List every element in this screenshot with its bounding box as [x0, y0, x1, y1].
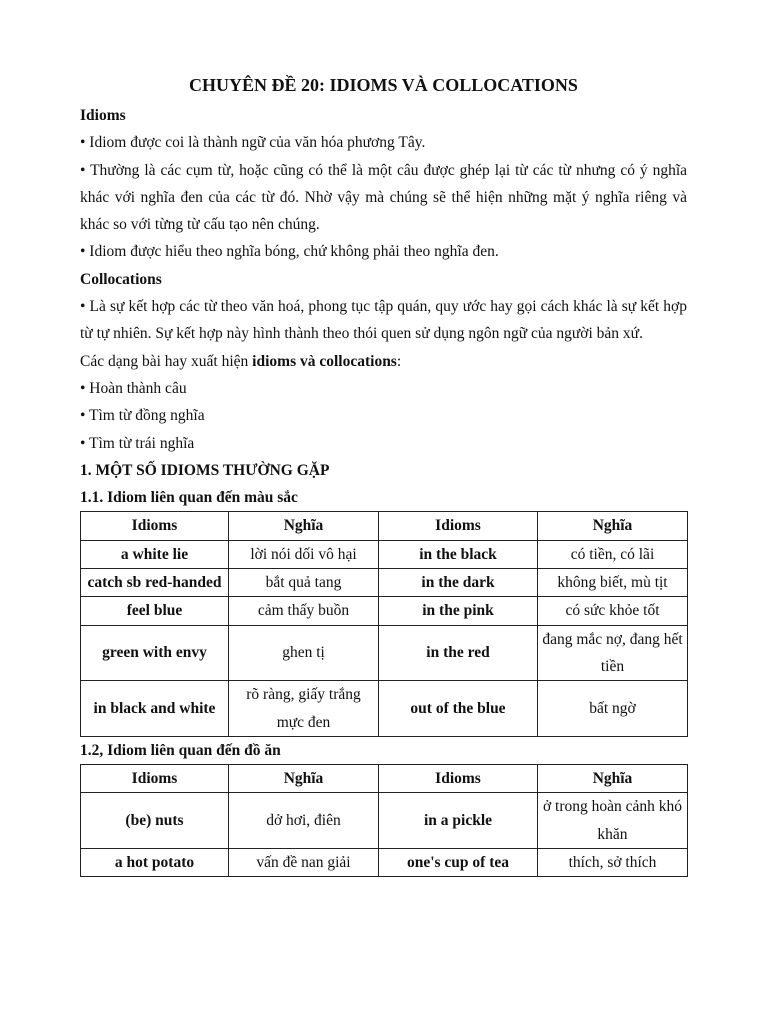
table-row: [81, 793, 688, 849]
idioms-point-1: • Idiom được coi là thành ngữ của văn hóa phương Tây.: [80, 134, 426, 152]
meaning-cell: lời nói dối vô hại: [229, 540, 379, 568]
collocations-point: • Là sự kết hợp các từ theo văn hoá, phong tục tập quán, quy ước hay gọi cách khác là sự kết hợp từ tự nhiên. Sự kết hợp này hình thành theo thói quen sử dụng ngôn ngữ của người bản xứ.: [80, 298, 687, 343]
meaning-cell: không biết, mù tịt: [538, 569, 688, 597]
forms-intro-prefix: Các dạng bài hay xuất hiện: [80, 352, 253, 370]
idiom-cell: green with envy: [81, 625, 229, 681]
forms-intro: [80, 348, 687, 375]
meaning-cell: bắt quả tang: [229, 569, 379, 597]
header-cell: Idioms: [81, 512, 229, 540]
meaning-cell: rõ ràng, giấy trắng mực đen: [229, 681, 379, 737]
idiom-cell: in the dark: [379, 569, 538, 597]
meaning-cell: ghen tị: [229, 625, 379, 681]
idiom-cell: a hot potato: [81, 849, 229, 877]
forms-intro-bold: idioms và collocations: [252, 352, 397, 370]
document-page: [80, 70, 687, 877]
forms-intro-suffix: :: [396, 352, 402, 370]
header-cell: Nghĩa: [538, 512, 688, 540]
meaning-cell: có tiền, có lãi: [538, 540, 688, 568]
table-header-row: [81, 512, 688, 540]
idiom-cell: feel blue: [81, 597, 229, 625]
table-row: [81, 625, 688, 681]
table-row: [81, 569, 688, 597]
header-cell: Nghĩa: [538, 765, 688, 793]
form-item-2: • Tìm từ đồng nghĩa: [80, 407, 205, 425]
meaning-cell: bất ngờ: [538, 681, 688, 737]
form-item-3: • Tìm từ trái nghĩa: [80, 434, 195, 452]
idiom-cell: in black and white: [81, 681, 229, 737]
header-cell: Idioms: [379, 765, 538, 793]
idioms-heading: Idioms: [80, 107, 126, 124]
idiom-cell: (be) nuts: [81, 793, 229, 849]
idiom-cell: in the pink: [379, 597, 538, 625]
idiom-cell: in the black: [379, 540, 538, 568]
meaning-cell: có sức khỏe tốt: [538, 597, 688, 625]
meaning-cell: vấn đề nan giải: [229, 849, 379, 877]
header-cell: Nghĩa: [229, 512, 379, 540]
table1-caption: 1.1. Idiom liên quan đến màu sắc: [80, 489, 298, 507]
table-row: [81, 597, 688, 625]
idiom-cell: out of the blue: [379, 681, 538, 737]
table2-caption: 1.2, Idiom liên quan đến đồ ăn: [80, 741, 281, 759]
meaning-cell: thích, sở thích: [538, 849, 688, 877]
meaning-cell: ở trong hoàn cảnh khó khăn: [538, 793, 688, 849]
header-cell: Idioms: [379, 512, 538, 540]
idioms-point-2: • Thường là các cụm từ, hoặc cũng có thể là một câu được ghép lại từ các từ nhưng có ý nghĩa khác với nghĩa đen của các từ đó. Nhờ vậy mà chúng sẽ thể hiện những mặt ý nghĩa riêng và khác so với từng từ cấu tạo nên chúng.: [80, 161, 687, 234]
idioms-point-3: • Idiom được hiểu theo nghĩa bóng, chứ không phải theo nghĩa đen.: [80, 243, 499, 261]
meaning-cell: dở hơi, điên: [229, 793, 379, 849]
header-cell: Nghĩa: [229, 765, 379, 793]
color-idioms-table: [80, 511, 688, 736]
idiom-cell: in the red: [379, 625, 538, 681]
table-row: [81, 540, 688, 568]
food-idioms-table: [80, 764, 688, 877]
table-row: [81, 681, 688, 737]
table-header-row: [81, 765, 688, 793]
table-row: [81, 849, 688, 877]
meaning-cell: cảm thấy buồn: [229, 597, 379, 625]
idiom-cell: one's cup of tea: [379, 849, 538, 877]
form-item-1: • Hoàn thành câu: [80, 379, 187, 397]
idiom-cell: in a pickle: [379, 793, 538, 849]
idiom-cell: a white lie: [81, 540, 229, 568]
page-title: CHUYÊN ĐỀ 20: IDIOMS VÀ COLLOCATIONS: [189, 75, 578, 95]
header-cell: Idioms: [81, 765, 229, 793]
section1-heading: 1. MỘT SỐ IDIOMS THƯỜNG GẶP: [80, 461, 330, 479]
collocations-heading: Collocations: [80, 270, 162, 288]
meaning-cell: đang mắc nợ, đang hết tiền: [538, 625, 688, 681]
idiom-cell: catch sb red-handed: [81, 569, 229, 597]
